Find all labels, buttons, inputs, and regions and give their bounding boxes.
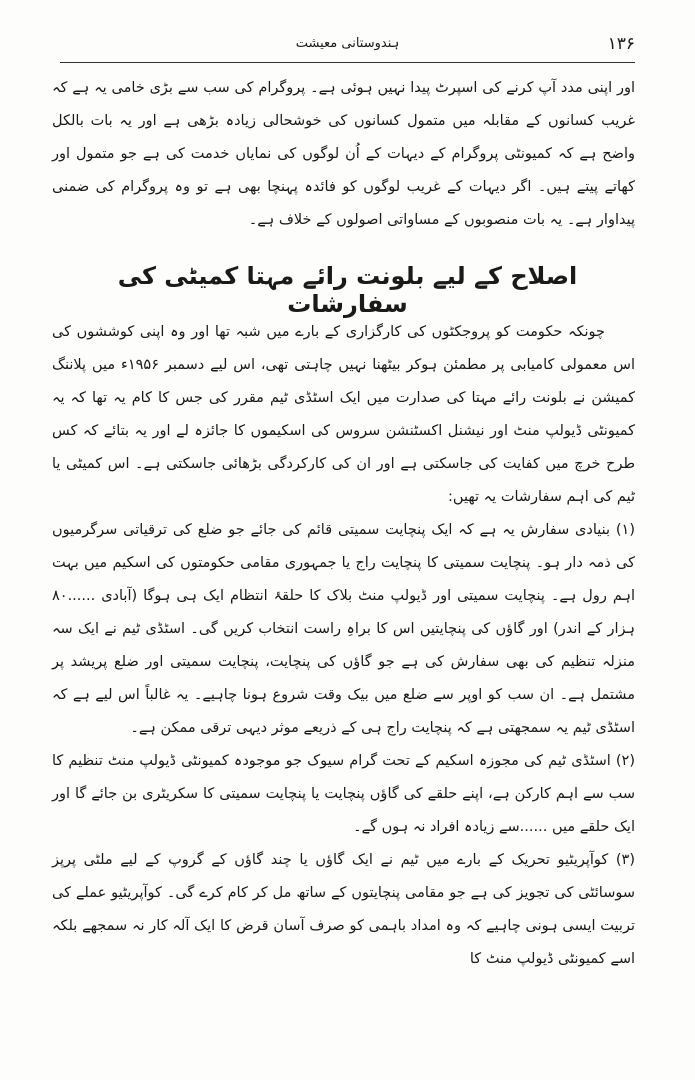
header-divider: [60, 62, 635, 63]
opening-paragraph: اور اپنی مدد آپ کرنے کی اسپرٹ پیدا نہیں ہوئی ہے۔ پروگرام کی سب سے بڑی خامی یہ ہے کہ غریب کسانوں کے مقابلہ میں متمول کسانوں کی خوشحالی زیادہ بڑھی ہے اور یہ بات بالکل واضح ہے کہ کمیونٹی پروگرام کے دیہات کے اُن لوگوں کی نمایاں خدمت کی ہے جو متمول اور کھاتے پیتے ہیں۔ اگر دیہات کے غریب لوگوں کو فائدہ پہنچا بھی ہے تو وہ پروگرام کی ضمنی پیداوار ہے۔ یہ بات منصوبوں کے مساواتی اصولوں کے خلاف ہے۔: [52, 80, 635, 228]
recommendation-1: (۱) بنیادی سفارش یہ ہے کہ ایک پنچایت سمیتی قائم کی جائے جو ضلع کی ترقیاتی سرگرمیوں کی ذمہ دار ہو۔ پنچایت سمیتی کا پنچایت راج یا جمہوری مقامی حکومتوں کی اسکیم میں بہت اہم رول ہے۔ پنچایت سمیتی اور ڈیولپ منٹ بلاک کا حلقۂ انتظام ایک ہی ہوگا (آبادی ......۸۰ ہزار کے اندر) اور گاؤں کی پنچایتیں اس کا براہِ راست انتخاب کریں گی۔ اسٹڈی ٹیم نے ایک سہ منزلہ تنظیم کی بھی سفارش کی ہے جو گاؤں کی پنچایت، پنچایت سمیتی اور ضلع پریشد پر مشتمل ہے۔ ان سب کو اوپر سے ضلع میں بیک وقت شروع ہونا چاہیے۔ یہ غالباً اس لیے ہے کہ اسٹڈی ٹیم یہ سمجھتی ہے کہ پنچایت راج ہی کے ذریعے موثر دیہی ترقی ممکن ہے۔: [52, 522, 635, 736]
page-number: ۱۳۶: [607, 34, 635, 54]
recommendation-3: (۳) کوآپریٹیو تحریک کے بارے میں ٹیم نے ایک گاؤں یا چند گاؤں کے گروپ کے لیے ملٹی پرپز سوسائٹی کی تجویز کی ہے جو مقامی پنچایتوں کے ساتھ مل کر کام کرے گی۔ کوآپریٹیو عملے کی تربیت ایسی ہونی چاہیے کہ وہ امداد باہمی کو صرف آسان قرض کا ایک آلہ کار نہ سمجھے بلکہ اسے کمیونٹی ڈیولپ منٹ کا: [52, 852, 635, 967]
section-body: [52, 316, 635, 976]
intro-paragraph: چونکہ حکومت کو پروجکٹوں کی کارگزاری کے بارے میں شبہ تھا اور وہ اپنی کوششوں کی اس معمولی کامیابی پر مطمئن ہوکر بیٹھنا نہیں چاہتی تھی، اس لیے دسمبر ۱۹۵۶ء میں پلاننگ کمیشن نے بلونت رائے مہتا کی صدارت میں ایک اسٹڈی ٹیم مقرر کی جس کا کام یہ تھا کہ یہ کمیونٹی ڈیولپ منٹ اور نیشنل اکسٹنشن سروس کی اسکیموں کا جائزہ لے اور یہ بتائے کہ کس طرح خرچ میں کفایت کی جاسکتی ہے اور ان کی کارکردگی بڑھائی جاسکتی ہے۔ اس کمیٹی یا ٹیم کی اہم سفارشات یہ تھیں:: [52, 324, 635, 505]
running-head: ہندوستانی معیشت: [295, 36, 400, 51]
recommendation-2: (۲) اسٹڈی ٹیم کی مجوزہ اسکیم کے تحت گرام سیوک جو موجودہ کمیونٹی ڈیولپ منٹ تنظیم کا سب سے اہم کارکن ہے، اپنے حلقے کی گاؤں پنچایت یا پنچایت سمیتی کا سکریٹری بن جائے گا اور ایک حلقے میں ......سے زیادہ افراد نہ ہوں گے۔: [52, 753, 635, 835]
section-heading: اصلاح کے لیے بلونت رائے مہتا کمیٹی کی سفارشات: [117, 262, 578, 318]
page-header: [60, 34, 635, 58]
